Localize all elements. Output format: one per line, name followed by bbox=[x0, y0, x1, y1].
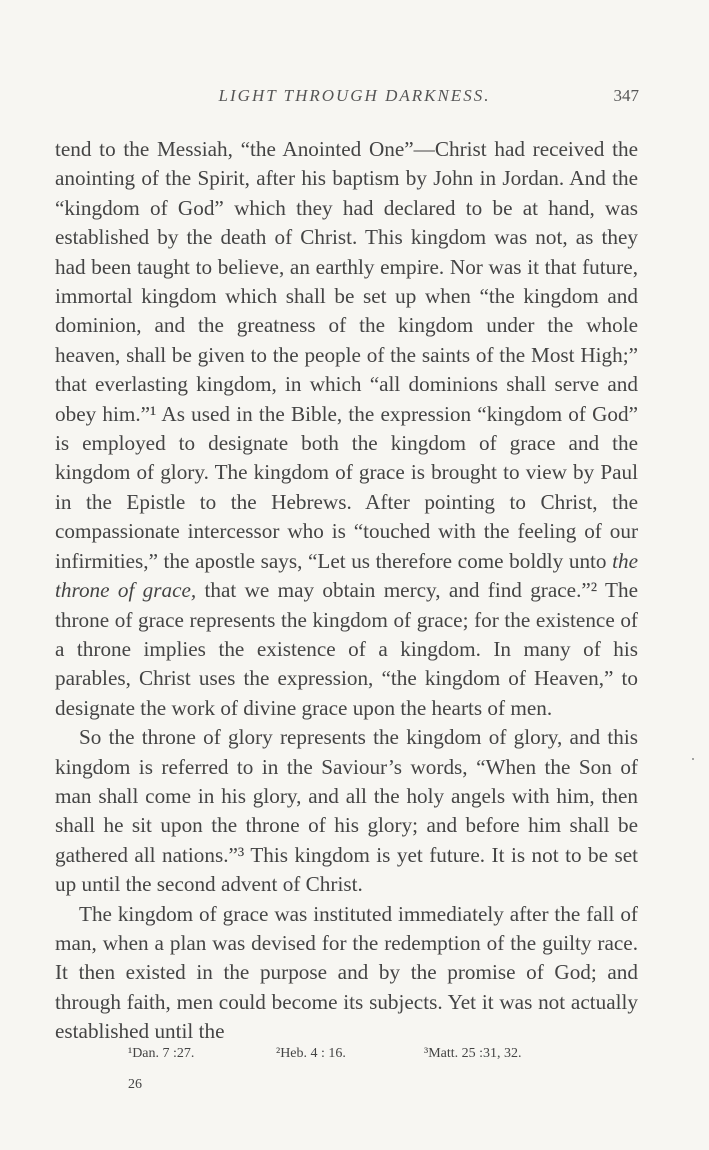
paragraph-3: The kingdom of grace was instituted immediately after the fall of man, when a plan was devised for the redemption of the guilty race. It then existed in the purpose and by the promise of God; and through faith, men could become its subjects. Yet it was not actually established until the bbox=[55, 901, 638, 1044]
footnote-3: ³Matt. 25 :31, 32. bbox=[424, 1046, 522, 1061]
body-text bbox=[55, 135, 638, 1047]
running-header bbox=[0, 86, 709, 112]
paragraph-2: So the throne of glory represents the kingdom of glory, and this kingdom is referred to in the Saviour’s words, “When the Son of man shall come in his glory, and all the holy angels with him, then shall he sit upon the throne of his glory; and before him shall be gathered all nations.”³ This kingdom is yet future. It is not to be set up until the second advent of Christ. bbox=[55, 725, 638, 897]
paragraph-1 bbox=[55, 135, 638, 723]
signature-mark: 26 bbox=[128, 1077, 142, 1092]
paragraph-1-end: that we may obtain mercy, and find grace.”² The throne of grace represents the kingdom of grace; for the existence of a throne implies the existence of a kingdom. In many of his parables, Christ uses the expression, “the kingdom of Heaven,” to designate the work of divine grace upon the hearts of men. bbox=[55, 578, 639, 720]
italic-phrase: the throne of grace, bbox=[55, 548, 639, 603]
page-number: 347 bbox=[613, 86, 639, 105]
running-title: LIGHT THROUGH DARKNESS. bbox=[218, 86, 491, 105]
footnote-1: ¹Dan. 7 :27. bbox=[128, 1046, 195, 1061]
footnote-2: ²Heb. 4 : 16. bbox=[276, 1046, 346, 1061]
footnotes bbox=[0, 1046, 709, 1068]
paragraph-1-text: tend to the Messiah, “the Anointed One”—Christ had received the anointing of the Spirit, after his baptism by John in Jordan. And the “kingdom of God” which they had declared to be at hand, was established by the death of Christ. This kingdom was not, as they had been taught to believe, an earthly empire. Nor was it that future, immortal kingdom which shall be set up when “the kingdom and dominion, and the greatness of the kingdom under the whole heaven, shall be given to the people of the saints of the Most High;” that everlasting kingdom, in which “all dominions shall serve and obey him.”¹ As used in the Bible, the expression “kingdom of God” is employed to designate both the kingdom of grace and the kingdom of glory. The kingdom of grace is brought to view by Paul in the Epistle to the Hebrews. After pointing to Christ, the compassionate intercessor who is “touched with the feeling of our infirmities,” the apostle says, “Let us therefore come boldly unto bbox=[55, 137, 638, 573]
paper-speck bbox=[692, 758, 694, 760]
